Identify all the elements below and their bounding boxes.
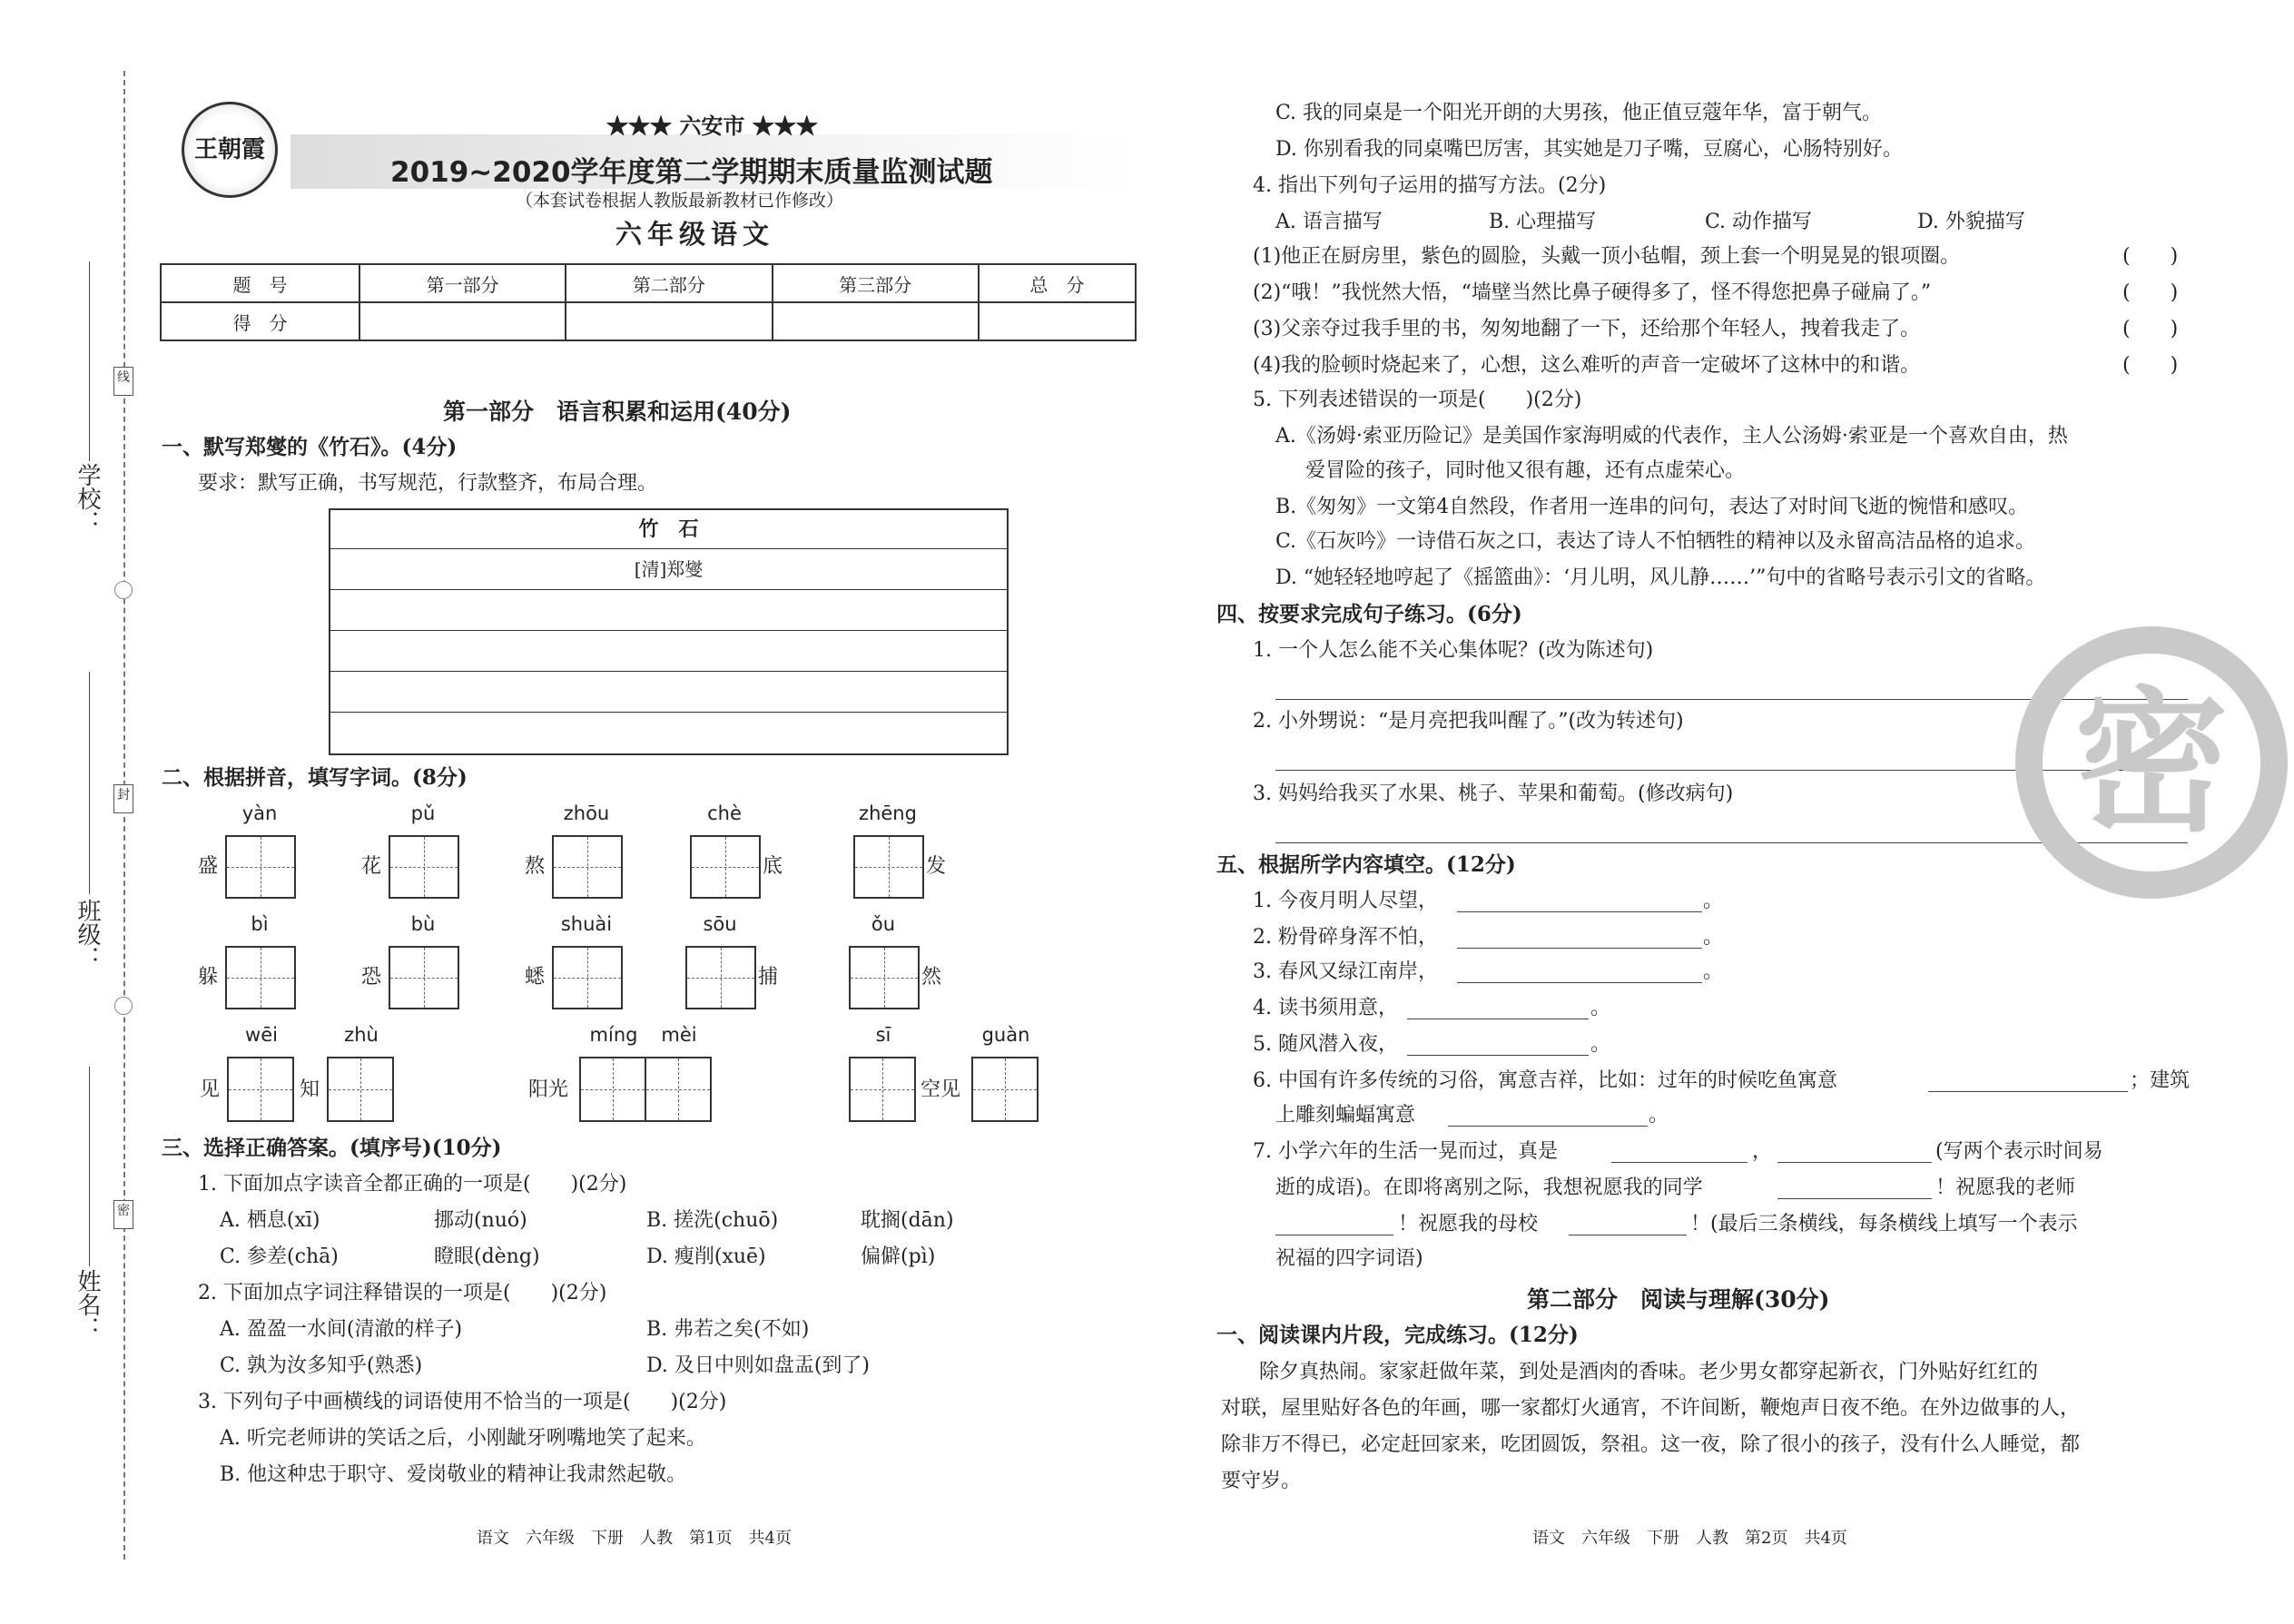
fill-item: 祝福的四字词语)	[1275, 1247, 1423, 1270]
poem-line[interactable]	[330, 672, 1007, 713]
char-box[interactable]	[327, 1057, 394, 1122]
punct: 。	[1703, 926, 1724, 949]
city-title: ★★★ 六安市 ★★★	[606, 113, 818, 139]
question: 1. 下面加点字读音全都正确的一项是( )(2分)	[198, 1173, 627, 1196]
word-char: 阳光	[528, 1078, 569, 1101]
char-box[interactable]	[849, 946, 920, 1009]
fill-item: 6. 中国有许多传统的习俗，寓意吉祥，比如：过年的时候吃鱼寓意	[1253, 1069, 1837, 1092]
poem-writing-box	[329, 508, 1009, 755]
word-char: 发	[926, 855, 947, 878]
punct: 。	[1590, 1033, 1611, 1056]
option: C.《石灰吟》一诗借石灰之口，表达了诗人不怕牺牲的精神以及永留高洁品格的追求。	[1275, 530, 2036, 553]
exam-title: 2019~2020学年度第二学期期末质量监测试题	[390, 156, 993, 189]
char-box[interactable]	[579, 1057, 712, 1122]
footer-right: 语文 六年级 下册 人教 第2页 共4页	[1532, 1529, 1847, 1548]
option: 偏僻(pì)	[861, 1245, 936, 1268]
word-char: 知	[300, 1078, 320, 1101]
punct: 。	[1703, 890, 1724, 912]
score-cell[interactable]	[979, 302, 1136, 340]
answer-blank[interactable]: ( )	[2122, 354, 2179, 377]
fill-item: 5. 随风潜入夜，	[1253, 1033, 1398, 1056]
binding-line	[123, 71, 125, 1560]
option: B. 心理描写	[1489, 211, 1597, 233]
q1-requirement: 要求：默写正确，书写规范，行款整齐，布局合理。	[198, 472, 658, 495]
part2-title: 第二部分 阅读与理解(30分)	[1527, 1286, 1830, 1313]
poem-line[interactable]	[330, 631, 1007, 672]
option: A. 盈盈一水间(清澈的样子)	[220, 1318, 463, 1341]
word-char: 躲	[198, 966, 219, 989]
q1-title: 一、默写郑燮的《竹石》。(4分)	[162, 435, 458, 459]
q3-title: 三、选择正确答案。(填序号)(10分)	[162, 1136, 502, 1160]
pinyin: shuài	[560, 913, 613, 935]
subject-title: 六年级语文	[615, 219, 775, 250]
punct: 。	[1649, 1104, 1669, 1127]
char-box[interactable]	[552, 835, 623, 899]
char-box[interactable]	[389, 835, 459, 899]
sentence-item: (4)我的脸顿时烧起来了，心想，这么难听的声音一定破坏了这林中的和谐。	[1253, 354, 1921, 377]
pinyin: bù	[410, 913, 436, 935]
fill-item: 4. 读书须用意，	[1253, 997, 1398, 1019]
seal-mark-seal: 封	[113, 784, 133, 813]
exam-subtitle: （本套试卷根据人教版最新教材已作修改）	[516, 191, 844, 211]
part1-title: 第一部分 语言积累和运用(40分)	[443, 399, 792, 425]
option: A.《汤姆·索亚历险记》是美国作家海明威的代表作，主人公汤姆·索亚是一个喜欢自由，热	[1275, 425, 2068, 448]
sentence-item: (2)“哦！”我恍然大悟，“墙壁当然比鼻子硬得多了，怪不得您把鼻子碰扁了。”	[1253, 281, 1932, 304]
word-char: 盛	[198, 855, 219, 878]
score-cell[interactable]	[566, 302, 772, 340]
secret-seal-watermark: 密	[2015, 626, 2288, 899]
score-table	[160, 263, 1137, 341]
char-box[interactable]	[389, 946, 459, 1009]
sentence-item: (1)他正在厨房里，紫色的圆脸，头戴一顶小毡帽，颈上套一个明晃晃的银项圈。	[1253, 245, 1961, 268]
poem-title: 竹 石	[330, 510, 1007, 549]
pinyin: pǔ	[410, 802, 436, 824]
word-char: 花	[361, 855, 382, 878]
pinyin: míng	[589, 1024, 638, 1046]
q4-title: 四、按要求完成句子练习。(6分)	[1216, 602, 1522, 626]
score-label-cell: 得 分	[161, 302, 359, 340]
word-char: 见	[200, 1078, 221, 1101]
option: D. 瘦削(xuē)	[646, 1245, 766, 1268]
pinyin: zhù	[344, 1024, 379, 1046]
option: C. 参差(chā)	[220, 1245, 339, 1268]
fill-item: ！祝愿我的母校	[1398, 1213, 1539, 1235]
option: C. 动作描写	[1705, 211, 1813, 233]
question: 4. 指出下列句子运用的描写方法。(2分)	[1253, 174, 1607, 197]
char-box[interactable]	[552, 946, 623, 1009]
pinyin: zhēng	[859, 802, 917, 824]
score-header-cell: 第一部分	[359, 264, 566, 302]
fill-item: 2. 粉骨碎身浑不怕，	[1253, 926, 1438, 949]
passage-line: 除夕真热闹。家家赶做年菜，到处是酒肉的香味。老少男女都穿起新衣，门外贴好红红的	[1259, 1361, 2039, 1383]
seal-mark-line: 线	[113, 367, 133, 396]
fill-item: 7. 小学六年的生活一晃而过，真是	[1253, 1140, 1558, 1163]
score-header-cell: 题 号	[161, 264, 359, 302]
passage-line: 除非万不得已，必定赶回家来，吃团圆饭，祭祖。这一夜，除了很小的孩子，没有什么人睡觉，都	[1221, 1433, 2081, 1456]
fill-item: ；建筑	[2130, 1069, 2191, 1092]
char-box[interactable]	[853, 835, 924, 899]
pinyin: bì	[251, 913, 269, 935]
school-label: 学校：	[74, 463, 101, 534]
char-box[interactable]	[971, 1057, 1039, 1122]
q2-title: 二、根据拼音，填写字词。(8分)	[162, 765, 468, 790]
fill-item: (写两个表示时间易	[1935, 1140, 2103, 1163]
word-char: 熬	[525, 855, 546, 878]
fill-item: 上雕刻蝙蝠寓意	[1275, 1104, 1416, 1127]
option: C. 孰为汝多知乎(熟悉)	[220, 1354, 423, 1377]
option: 爱冒险的孩子，同时他又很有趣，还有点虚荣心。	[1305, 459, 1746, 482]
fill-blank[interactable]	[1448, 1126, 1648, 1127]
fill-blank[interactable]	[1457, 982, 1702, 983]
binding-margin	[0, 0, 145, 1624]
answer-blank[interactable]: ( )	[2122, 245, 2179, 268]
name-field[interactable]	[89, 1067, 90, 1266]
option: B. 搓洗(chuō)	[646, 1209, 779, 1232]
char-box[interactable]	[225, 835, 296, 899]
answer-blank[interactable]: ( )	[2122, 281, 2179, 304]
option: B.《匆匆》一文第4自然段，作者用一连串的问句，表达了对时间飞逝的惋惜和感叹。	[1275, 496, 2029, 518]
answer-blank[interactable]: ( )	[2122, 318, 2179, 340]
pinyin: chè	[707, 802, 742, 824]
word-char: 恐	[361, 966, 382, 989]
class-field[interactable]	[89, 672, 90, 894]
score-header-cell: 总 分	[979, 264, 1136, 302]
pinyin: ǒu	[871, 913, 896, 935]
poem-line[interactable]	[330, 590, 1007, 631]
option: D. 外貌描写	[1917, 211, 2025, 233]
score-cell[interactable]	[359, 302, 566, 340]
option: A. 听完老师讲的笑话之后，小刚龇牙咧嘴地笑了起来。	[220, 1427, 706, 1450]
punct: 。	[1703, 960, 1724, 983]
char-box[interactable]	[225, 946, 296, 1009]
passage-line: 要守岁。	[1221, 1470, 1302, 1492]
word-char: 底	[763, 855, 783, 878]
question: 3. 妈妈给我买了水果、桃子、苹果和葡萄。(修改病句)	[1253, 782, 1734, 805]
score-cell[interactable]	[773, 302, 979, 340]
footer-left: 语文 六年级 下册 人教 第1页 共4页	[477, 1529, 792, 1548]
pinyin: mèi	[661, 1024, 697, 1046]
option: B. 弗若之矣(不如)	[646, 1318, 810, 1341]
option: D. 你别看我的同桌嘴巴厉害，其实她是刀子嘴，豆腐心，心肠特别好。	[1275, 138, 1903, 161]
pinyin: guàn	[981, 1024, 1030, 1046]
poem-line[interactable]	[330, 713, 1007, 753]
fill-item: 3. 春风又绿江南岸，	[1253, 960, 1438, 983]
pinyin: yàn	[241, 802, 278, 824]
word-char: 然	[921, 966, 942, 989]
pinyin: sōu	[703, 913, 737, 935]
question: 3. 下列句子中画横线的词语使用不恰当的一项是( )(2分)	[198, 1391, 727, 1413]
option: D. “她轻轻地哼起了《摇篮曲》：‘月儿明，风儿静……’”句中的省略号表示引文的省略。	[1275, 566, 2046, 589]
punch-hole-icon	[114, 997, 133, 1015]
brand-logo: 王朝霞	[182, 102, 278, 198]
word-char: 空见	[921, 1078, 961, 1101]
fill-blank[interactable]	[1407, 1055, 1589, 1056]
fill-blank[interactable]	[1777, 1162, 1932, 1163]
seal-mark-secret: 密	[113, 1200, 133, 1229]
char-box[interactable]	[685, 946, 756, 1009]
sentence-item: (3)父亲夺过我手里的书，匆匆地翻了一下，还给那个年轻人，拽着我走了。	[1253, 318, 1921, 340]
passage-line: 对联，屋里贴好各色的年画，哪一家都灯火通宵，不许间断，鞭炮声日夜不绝。在外边做事的人，	[1221, 1397, 2081, 1420]
word-char: 捕	[758, 966, 779, 989]
option: 挪动(nuó)	[434, 1209, 527, 1232]
punct: ，	[1752, 1140, 1773, 1163]
fill-blank[interactable]	[1457, 948, 1702, 949]
question: 5. 下列表述错误的一项是( )(2分)	[1253, 389, 1582, 411]
poem-author: [清]郑燮	[330, 549, 1007, 590]
option: C. 我的同桌是一个阳光开朗的大男孩，他正值豆蔻年华，富于朝气。	[1275, 102, 1883, 124]
q5-title: 五、根据所学内容填空。(12分)	[1216, 852, 1516, 877]
fill-item: ！(最后三条横线，每条横线上填写一个表示	[1690, 1213, 2078, 1235]
fill-blank[interactable]	[1777, 1198, 1932, 1199]
class-label: 班级：	[74, 899, 101, 969]
option: 耽搁(dān)	[861, 1209, 954, 1232]
pinyin: sī	[875, 1024, 891, 1046]
punct: 。	[1590, 997, 1611, 1019]
fill-item: 1. 今夜月明人尽望，	[1253, 890, 1438, 912]
question: 2. 下面加点字词注释错误的一项是( )(2分)	[198, 1282, 607, 1304]
pinyin: zhōu	[563, 802, 610, 824]
char-box[interactable]	[227, 1057, 294, 1122]
option: D. 及日中则如盘盂(到了)	[646, 1354, 871, 1377]
pinyin: wēi	[245, 1024, 278, 1046]
name-label: 姓名：	[74, 1269, 101, 1340]
fill-item: 逝的成语)。在即将离别之际，我想祝愿我的同学	[1275, 1176, 1703, 1199]
option: 瞪眼(dèng)	[434, 1245, 540, 1268]
char-box[interactable]	[849, 1057, 916, 1122]
score-header-cell: 第二部分	[566, 264, 772, 302]
question: 2. 小外甥说：“是月亮把我叫醒了。”(改为转述句)	[1253, 710, 1684, 733]
fill-blank[interactable]	[1611, 1162, 1748, 1163]
option: B. 他这种忠于职守、爱岗敬业的精神让我肃然起敬。	[220, 1463, 687, 1486]
option: A. 语言描写	[1275, 211, 1383, 233]
option: A. 栖息(xī)	[220, 1209, 320, 1232]
fill-blank[interactable]	[1928, 1091, 2128, 1092]
punch-hole-icon	[114, 581, 133, 599]
fill-item: ！祝愿我的老师	[1935, 1176, 2076, 1199]
char-box[interactable]	[690, 835, 761, 899]
reading-passage	[1221, 1354, 2080, 1500]
score-header-cell: 第三部分	[773, 264, 979, 302]
fill-blank[interactable]	[1457, 911, 1702, 912]
word-char: 蟋	[525, 966, 546, 989]
school-field[interactable]	[89, 261, 90, 461]
p2q1-title: 一、阅读课内片段，完成练习。(12分)	[1216, 1323, 1579, 1347]
question: 1. 一个人怎么能不关心集体呢？(改为陈述句)	[1253, 639, 1654, 662]
